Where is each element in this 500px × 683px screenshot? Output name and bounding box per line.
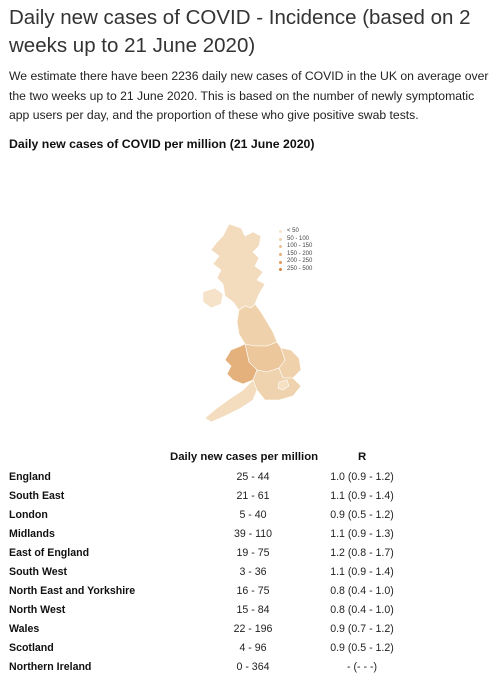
region-name: South East <box>9 490 65 502</box>
legend-item <box>279 236 339 244</box>
table-row <box>0 487 500 506</box>
legend-label: 200 - 250 <box>287 258 313 265</box>
region-name: South West <box>9 566 68 578</box>
legend-item <box>279 266 339 274</box>
cases-range: 39 - 110 <box>233 528 273 540</box>
cases-range: 15 - 84 <box>236 604 270 616</box>
legend-swatch <box>279 245 282 248</box>
table-row <box>0 525 500 544</box>
table-row <box>0 468 500 487</box>
cases-range: 22 - 196 <box>233 623 273 635</box>
column-header-cases: Daily new cases per million <box>170 451 319 463</box>
map-heading: Daily new cases of COVID per million (21 June 2020) <box>9 137 315 151</box>
map-legend <box>279 228 339 274</box>
cases-range: 21 - 61 <box>236 490 270 502</box>
legend-swatch <box>279 230 282 233</box>
legend-swatch <box>279 261 282 264</box>
map-region-northern-ireland <box>203 288 223 308</box>
cases-range: 25 - 44 <box>236 471 270 483</box>
legend-label: < 50 <box>287 228 299 234</box>
cases-range: 5 - 40 <box>239 509 267 521</box>
cases-range: 3 - 36 <box>239 566 267 578</box>
region-name: East of England <box>9 547 90 559</box>
page-title: Daily new cases of COVID - Incidence (based on 2 weeks up to 21 June 2020) <box>9 6 471 57</box>
legend-swatch <box>279 238 282 241</box>
r-value: 1.0 (0.9 - 1.2) <box>330 471 394 483</box>
column-header-r: R <box>358 451 367 463</box>
cases-range: 0 - 364 <box>236 661 270 673</box>
legend-swatch <box>279 268 282 271</box>
table-row <box>0 506 500 525</box>
legend-swatch <box>279 253 282 256</box>
region-name: Northern Ireland <box>9 661 92 673</box>
legend-label: 100 - 150 <box>287 243 313 250</box>
legend-item <box>279 228 339 236</box>
r-value: 1.1 (0.9 - 1.4) <box>330 490 394 502</box>
r-value: 0.8 (0.4 - 1.0) <box>330 585 394 597</box>
map-region-south-west <box>205 380 257 422</box>
cases-range: 4 - 96 <box>239 642 267 654</box>
table-row <box>0 563 500 582</box>
region-name: London <box>9 509 48 521</box>
cases-range: 19 - 75 <box>236 547 270 559</box>
r-value: 1.1 (0.9 - 1.4) <box>330 566 394 578</box>
region-name: England <box>9 471 51 483</box>
r-value: 0.9 (0.5 - 1.2) <box>330 642 394 654</box>
legend-item <box>279 258 339 266</box>
r-value: 0.9 (0.7 - 1.2) <box>330 623 394 635</box>
table-row <box>0 620 500 639</box>
r-value: 1.2 (0.8 - 1.7) <box>330 547 394 559</box>
r-value: - (- - -) <box>347 661 377 673</box>
table-row <box>0 582 500 601</box>
table-row <box>0 639 500 658</box>
regional-table <box>0 468 500 677</box>
table-row <box>0 544 500 563</box>
legend-label: 50 - 100 <box>287 235 310 242</box>
region-name: Midlands <box>9 528 55 540</box>
map-region-north <box>237 304 277 346</box>
legend-item <box>279 251 339 259</box>
region-name: North West <box>9 604 66 616</box>
region-name: Wales <box>9 623 40 635</box>
intro-paragraph: We estimate there have been 2236 daily new cases of COVID in the UK on average over the two weeks up to 21 June 2020. This is based on the number of newly symptomatic app users per day, and the proportion of these who give positive swab tests. <box>9 69 489 122</box>
cases-range: 16 - 75 <box>236 585 270 597</box>
table-row <box>0 658 500 677</box>
region-name: North East and Yorkshire <box>9 585 136 597</box>
legend-item <box>279 243 339 251</box>
legend-label: 150 - 200 <box>287 250 313 257</box>
r-value: 1.1 (0.9 - 1.3) <box>330 528 394 540</box>
r-value: 0.9 (0.5 - 1.2) <box>330 509 394 521</box>
region-name: Scotland <box>9 642 54 654</box>
table-row <box>0 601 500 620</box>
r-value: 0.8 (0.4 - 1.0) <box>330 604 394 616</box>
legend-label: 250 - 500 <box>287 265 313 272</box>
